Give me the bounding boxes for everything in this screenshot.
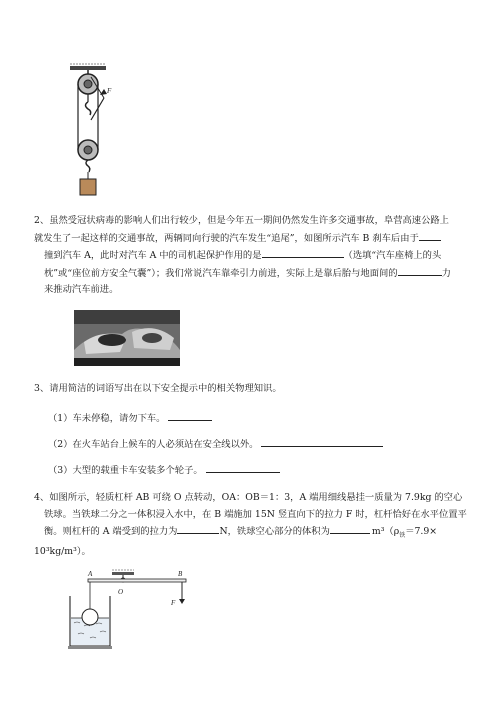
question-2	[34, 213, 474, 299]
q2-line-4: 枕”或“座位前方安全气囊”）；我们常说汽车靠牵引力前进，实际上是靠后胎与地面间的	[44, 267, 398, 279]
q4-line-3c: m³（ρ	[371, 526, 400, 537]
q4-line-3a: 衡。则杠杆的 A 端受到的拉力为	[44, 526, 178, 537]
car-crash-photo	[74, 310, 180, 366]
q3-item-3	[48, 462, 280, 480]
q4-rho-subscript: 铁	[399, 531, 406, 539]
q2-line-2: 就发生了一起这样的交通事故，两辆同向行驶的汽车发生“追尾”，如图所示汽车 B 刹车后由于	[34, 232, 419, 244]
q3-blank-3[interactable]	[206, 462, 280, 473]
pulley-diagram	[62, 62, 132, 202]
q3-item-1	[48, 410, 212, 428]
q3-blank-1[interactable]	[168, 410, 212, 421]
lever-diagram	[60, 566, 200, 652]
label-o: O	[118, 588, 124, 596]
label-b: B	[178, 570, 183, 578]
q4-line-1: 4、如图所示，轻质杠杆 AB 可绕 O 点转动，OA：OB＝1：3，A 端用细线悬挂一质量为 7.9kg 的空心	[34, 492, 463, 503]
q3-item-2-text: （2）在火车站台上候车的人必须站在安全线以外。	[48, 439, 259, 450]
q2-blank-3[interactable]	[398, 265, 442, 276]
q4-line-3e: ＝7.9×	[405, 526, 438, 537]
q2-line-3b: （选填“汽车座椅上的头	[343, 250, 442, 261]
label-f: F	[171, 599, 176, 607]
q3-item-2	[48, 436, 383, 454]
force-label-f: F	[107, 87, 112, 95]
q4-line-2: 铁球。当铁球二分之一体积浸入水中，在 B 端施加 15N 竖直向下的拉力 F 时，杠杆恰好在水平位置平	[44, 508, 467, 520]
q4-blank-2[interactable]	[330, 523, 370, 534]
question-4	[34, 490, 474, 561]
q2-blank-1[interactable]	[419, 230, 441, 241]
q2-blank-2[interactable]	[262, 247, 344, 258]
question-3	[34, 381, 474, 398]
q3-blank-2[interactable]	[261, 436, 383, 447]
q4-line-3b: N，铁球空心部分的体积为	[219, 526, 330, 537]
q3-title: 3、请用简洁的词语写出在以下安全提示中的相关物理知识。	[34, 383, 282, 394]
q4-blank-1[interactable]	[177, 523, 219, 534]
q2-line-4b: 力	[441, 267, 451, 279]
q3-item-1-text: （1）车未停稳，请勿下车。	[48, 413, 166, 424]
q2-line-3: 撞到汽车 A，此时对汽车 A 中的司机起保护作用的是	[44, 250, 262, 261]
label-a: A	[88, 570, 93, 578]
q2-line-1: 2、虽然受冠状病毒的影响人们出行较少，但是今年五一期间仍然发生许多交通事故，阜营高速公路上	[34, 215, 449, 226]
q4-line-4: 10³kg/m³）。	[34, 546, 91, 558]
q2-line-5: 来推动汽车前进。	[44, 284, 119, 295]
q3-item-3-text: （3）大型的载重卡车安装多个轮子。	[48, 465, 203, 476]
